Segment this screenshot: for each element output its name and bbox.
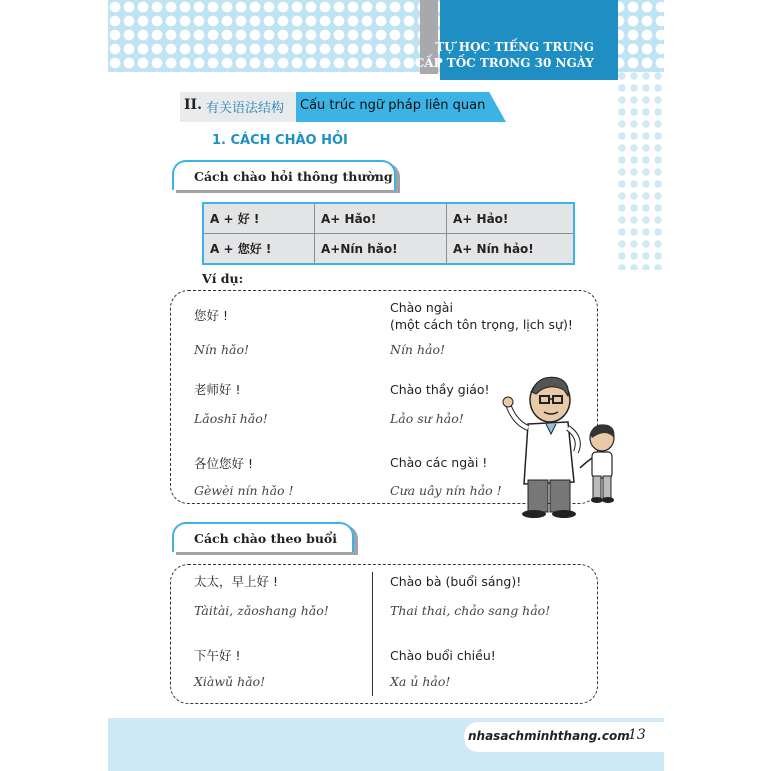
- greeting-phonetic: Thai thai, chảo sang hảo!: [390, 603, 551, 618]
- example-phonetic: Nín hảo!: [390, 342, 446, 357]
- example-cn: 老师好 !: [194, 382, 241, 397]
- greeting-vn: Chào bà (buổi sáng)!: [390, 574, 522, 589]
- example-pinyin: Nín hǎo!: [194, 342, 250, 357]
- section-heading: [180, 92, 510, 122]
- side-dot-pattern: [616, 70, 664, 270]
- grammar-table: [202, 202, 575, 265]
- example-phonetic: Lảo sư hảo!: [390, 411, 464, 426]
- example-vn: Chào thầy giáo!: [390, 382, 490, 397]
- tab-normal-greeting: [172, 160, 396, 190]
- section-title-cn: 有关语法结构: [206, 101, 285, 116]
- section-title-vn: Cấu trúc ngữ pháp liên quan: [300, 98, 486, 113]
- table-cell: A + 您好 !: [203, 234, 315, 265]
- greeting-pinyin: Xiàwǔ hǎo!: [194, 674, 266, 689]
- greeting-pinyin: Tàitài, zǎoshang hǎo!: [194, 603, 329, 618]
- section-number: II.: [184, 97, 202, 113]
- greeting-phonetic: Xa ủ hảo!: [390, 674, 451, 689]
- table-row: [203, 203, 574, 234]
- example-phonetic: Cưa uây nín hảo !: [390, 483, 502, 498]
- table-cell: A + 好 !: [203, 203, 315, 234]
- table-cell: A+ Hảo!: [447, 203, 575, 234]
- column-divider: [372, 572, 373, 696]
- tab-label: Cách chào theo buổi: [194, 531, 338, 546]
- example-cn: 您好 !: [194, 308, 228, 323]
- website-link[interactable]: nhasachminhthang.com: [468, 729, 630, 743]
- greeting-vn: Chào buổi chiều!: [390, 648, 496, 663]
- example-pinyin: Lǎoshī hǎo!: [194, 411, 268, 426]
- greeting-cn: 下午好 !: [194, 648, 241, 663]
- tab-time-greeting: [172, 522, 354, 552]
- greeting-cn: 太太，早上好 !: [194, 574, 278, 589]
- teacher-student-illustration: [498, 372, 628, 520]
- page-footer: [108, 718, 664, 771]
- example-pinyin: Gèwèi nín hǎo !: [194, 483, 294, 498]
- book-title-line1: TỰ HỌC TIẾNG TRUNG: [435, 40, 594, 54]
- table-row: [203, 234, 574, 265]
- subsection-title: 1. CÁCH CHÀO HỎI: [212, 133, 348, 148]
- book-page: [108, 0, 664, 771]
- book-title-box: [414, 0, 618, 80]
- example-vn-note: (một cách tôn trọng, lịch sự)!: [390, 317, 573, 332]
- example-vn: Chào ngài: [390, 300, 453, 315]
- example-vn: Chào các ngài !: [390, 455, 488, 470]
- example-label: Ví dụ:: [202, 271, 244, 286]
- table-cell: A+ Hǎo!: [315, 203, 447, 234]
- table-cell: A+ Nín hảo!: [447, 234, 575, 265]
- table-cell: A+Nín hǎo!: [315, 234, 447, 265]
- book-title-line2: CẤP TỐC TRONG 30 NGÀY: [414, 56, 594, 70]
- tab-label: Cách chào hỏi thông thường: [194, 169, 393, 184]
- example-cn: 各位您好 !: [194, 456, 253, 471]
- page-number: 13: [628, 727, 646, 743]
